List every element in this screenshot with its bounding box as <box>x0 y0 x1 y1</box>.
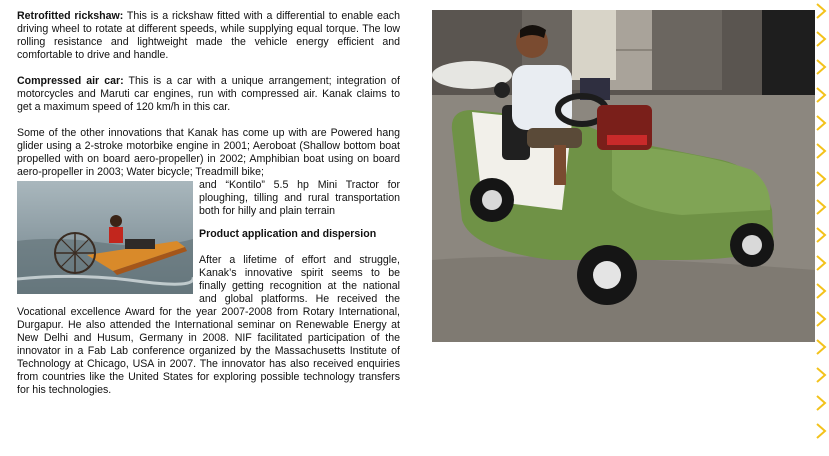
aircar-paragraph <box>17 75 400 114</box>
text-column <box>17 10 400 397</box>
water-bicycle-image <box>17 181 193 294</box>
product-paragraph: After a lifetime of effort and struggle, Kanak’s innovative spirit seems to be finally getting recognition at the national and global platforms. He received the Vocational excellence Award for the year 2007-2008 from Rotary International, Durgapur. He also attended the International seminar on Renewable Energy at New Delhi and Husum, Germany in 2008. NIF facilitated participation of the innovator in a Fab Lab conference organized by the Massachusetts Institute of Technology at Chicago, USA in 2007. The innovator has also received enquiries from countries like the United States for exploring possible technology transfers for his technologies. <box>17 254 400 396</box>
innovations-paragraph: Some of the other innovations that Kanak has come up with are Powered hang glider using a 2-stroke motorbike engine in 2001; Aeroboat (Shallow bottom boat propelled with on board aero-propeller) in 2002; Amphibian boat using on board aero-propeller in 2003; Water bicycle; Treadmill bike; <box>17 127 400 178</box>
aircar-text: This is a car with a unique arrangement; integration of motorcycles and Maruti car engines, run with compressed air. Kanak claims to get a maximum speed of 120 km/h in this car. <box>17 75 401 113</box>
air-car-photo <box>432 10 815 342</box>
innovations-continued: and “Kontilo” 5.5 hp Mini Tractor for ploughing, tilling and rural transportation both for hilly and plain terrain <box>199 179 400 217</box>
chevron-border-icon <box>815 0 829 451</box>
rickshaw-paragraph <box>17 10 400 62</box>
aircar-title: Compressed air car: <box>17 75 124 87</box>
rickshaw-text: This is a rickshaw fitted with a differential to enable each driving wheel to rotate at different speeds, while supplying equal torque. The low rolling resistance and lightweight made the vehicle energy efficient and comfortable to drive and handle. <box>17 10 400 61</box>
rickshaw-title: Retrofitted rickshaw: <box>17 10 124 22</box>
product-heading: Product application and dispersion <box>199 228 377 240</box>
water-bicycle-photo <box>17 181 193 294</box>
air-car-image <box>432 10 815 342</box>
decorative-edge <box>815 0 829 451</box>
